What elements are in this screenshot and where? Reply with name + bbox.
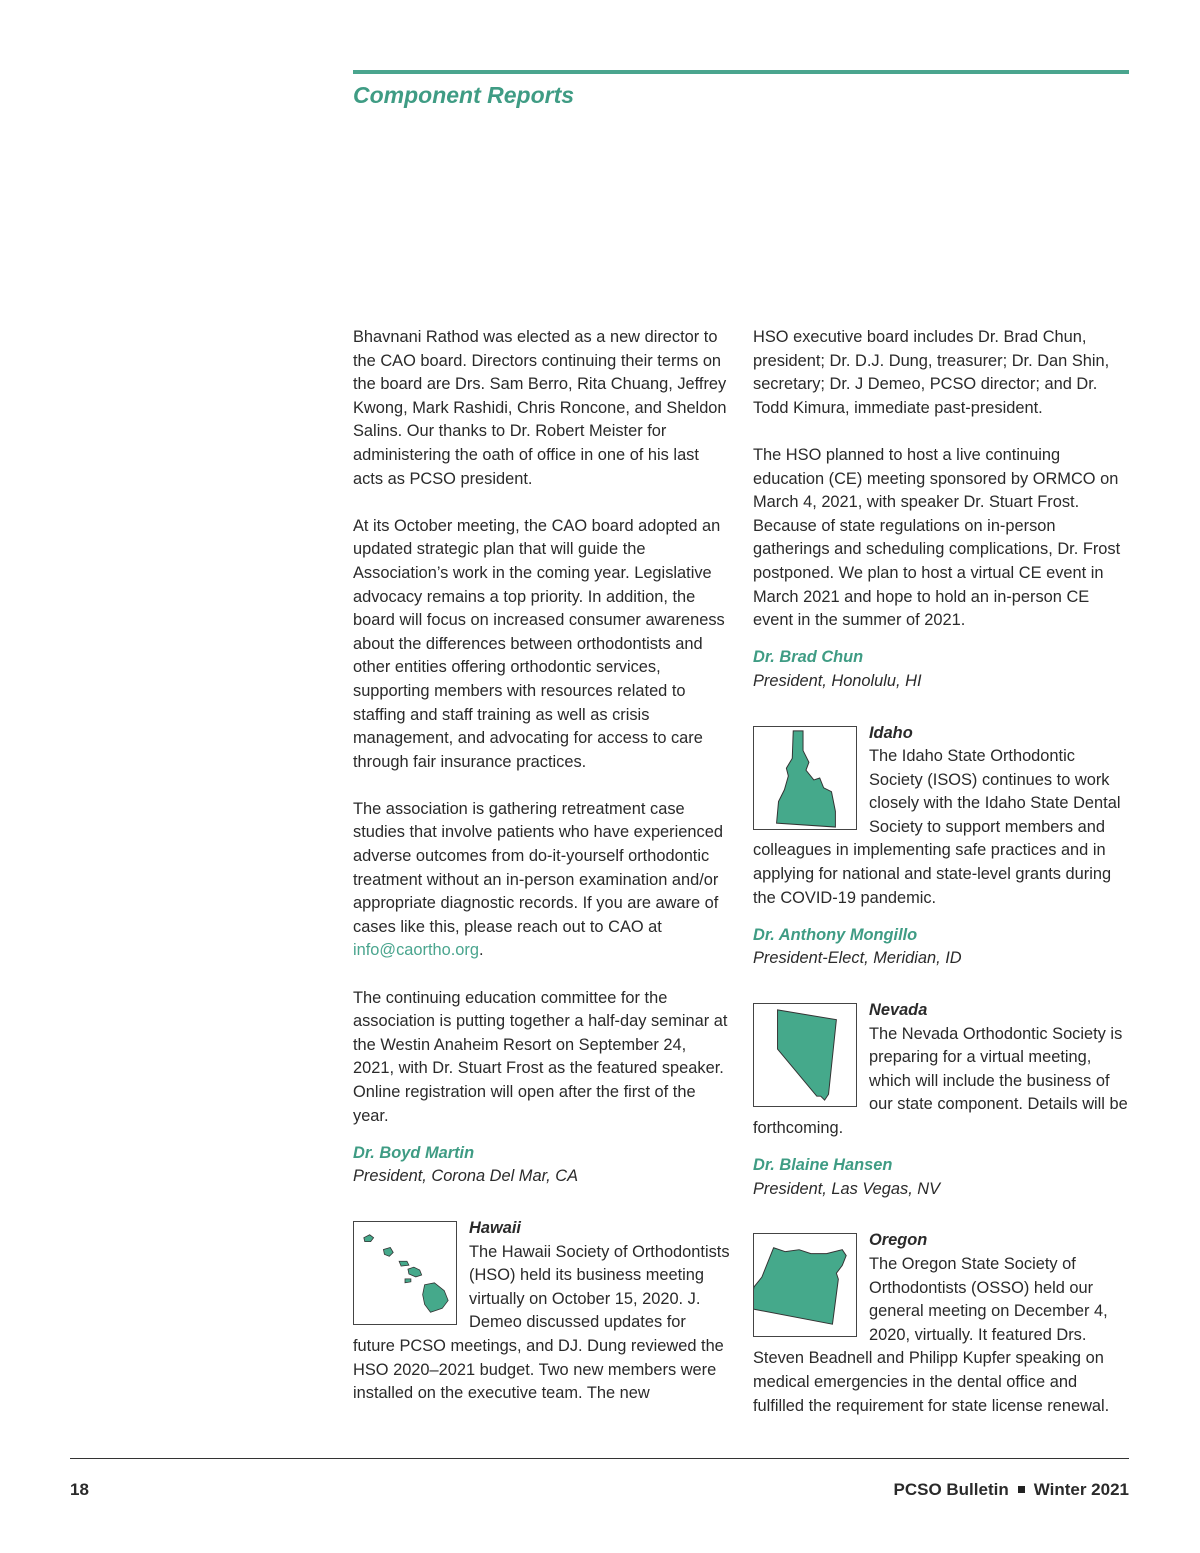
state-heading: Hawaii bbox=[469, 1218, 521, 1237]
footer-rule bbox=[70, 1458, 1129, 1459]
signature-name: Dr. Brad Chun bbox=[753, 648, 864, 667]
state-report-text: The Oregon State Society of Orthodontists (OSSO) held our general meeting on December 4, 2020, virtually. It featured Drs. Steven Beadnell and Philipp Kupfer speaking on medical emergencies in the dental office and fulfilled the requirement for state license renewal. bbox=[753, 1254, 1110, 1415]
state-heading: Nevada bbox=[869, 1001, 928, 1020]
signature-role: President, Las Vegas, NV bbox=[753, 1179, 941, 1198]
right-column bbox=[753, 326, 1131, 1442]
signature-role: President-Elect, Meridian, ID bbox=[753, 949, 962, 968]
idaho-report bbox=[753, 722, 1131, 911]
signature-role: President, Honolulu, HI bbox=[753, 671, 922, 690]
left-column bbox=[353, 326, 731, 1429]
paragraph: Bhavnani Rathod was elected as a new director to the CAO board. Directors continuing their terms on the board are Drs. Sam Berro, Rita Chuang, Jeffrey Kwong, Mark Rashidi, Chris Roncone, and Sheldon Salins. Our thanks to Dr. Robert Meister for administering the oath of office in one of his last acts as PCSO president. bbox=[353, 328, 727, 488]
paragraph: The association is gathering retreatment case studies that involve patients who have experienced adverse outcomes from do-it-yourself orthodontic treatment without an in-person examination and/or appropriate diagnostic records. If you are aware of cases like this, please reach out to CAO at info@caortho.org. bbox=[353, 799, 723, 960]
footer-square-icon bbox=[1018, 1486, 1025, 1493]
idaho-map-icon bbox=[753, 726, 857, 830]
signature-name: Dr. Boyd Martin bbox=[353, 1143, 475, 1162]
paragraph: At its October meeting, the CAO board adopted an updated strategic plan that will guide the Association’s work in the coming year. Legislative advocacy remains a top priority. In addition, the board will focus on increased consumer awareness about the differences between orthodontists and other entities offering orthodontic services, supporting members with resources related to staffing and staff training as well as crisis management, and advocating for access to care through fair insurance practices. bbox=[353, 516, 725, 771]
paragraph: The HSO planned to host a live continuing education (CE) meeting sponsored by ORMCO on March 4, 2021, with speaker Dr. Stuart Frost. Because of state regulations on in-person gatherings and scheduling complications, Dr. Frost postponed. We plan to host a virtual CE event in March 2021 and hope to hold an in-person CE event in the summer of 2021. bbox=[753, 445, 1121, 630]
section-title: Component Reports bbox=[353, 82, 575, 108]
header-rule bbox=[353, 70, 1129, 74]
state-heading: Oregon bbox=[869, 1231, 928, 1250]
oregon-report bbox=[753, 1229, 1131, 1418]
nevada-report bbox=[753, 999, 1131, 1141]
state-heading: Idaho bbox=[869, 723, 913, 742]
oregon-map-icon bbox=[753, 1233, 857, 1337]
page-number: 18 bbox=[70, 1480, 89, 1499]
paragraph: The continuing education committee for the association is putting together a half-day seminar at the Westin Anaheim Resort on September 24, 2021, with Dr. Stuart Frost as the featured speaker. Online registration will open after the first of the year. bbox=[353, 988, 728, 1125]
nevada-map-icon bbox=[753, 1003, 857, 1107]
state-report-text: The Nevada Orthodontic Society is preparing for a virtual meeting, which will include the business of our state component. Details will be forthcoming. bbox=[753, 1024, 1128, 1137]
state-report-text: The Hawaii Society of Orthodontists (HSO) held its business meeting virtually on October 15, 2020. J. Demeo discussed updates for future PCSO meetings, and DJ. Dung reviewed the HSO 2020–2021 budget. Two new members were installed on the executive team. The new bbox=[353, 1242, 730, 1403]
signature-role: President, Corona Del Mar, CA bbox=[353, 1167, 579, 1186]
hawaii-report bbox=[353, 1217, 731, 1406]
paragraph: HSO executive board includes Dr. Brad Chun, president; Dr. D.J. Dung, treasurer; Dr. Dan Shin, secretary; Dr. J Demeo, PCSO director; and Dr. Todd Kimura, immediate past-president. bbox=[753, 328, 1110, 417]
issue-label: Winter 2021 bbox=[1033, 1480, 1129, 1499]
publication-name: PCSO Bulletin bbox=[893, 1480, 1009, 1499]
signature-name: Dr. Anthony Mongillo bbox=[753, 925, 918, 944]
signature-name: Dr. Blaine Hansen bbox=[753, 1156, 893, 1175]
footer-title bbox=[893, 1480, 1129, 1500]
hawaii-map-icon bbox=[353, 1221, 457, 1325]
state-report-text: The Idaho State Orthodontic Society (ISOS) continues to work closely with the Idaho State Dental Society to support members and colleagues in implementing safe practices and in applying for national and state-level grants during the COVID-19 pandemic. bbox=[753, 747, 1121, 907]
email-link[interactable]: info@caortho.org bbox=[353, 941, 479, 960]
